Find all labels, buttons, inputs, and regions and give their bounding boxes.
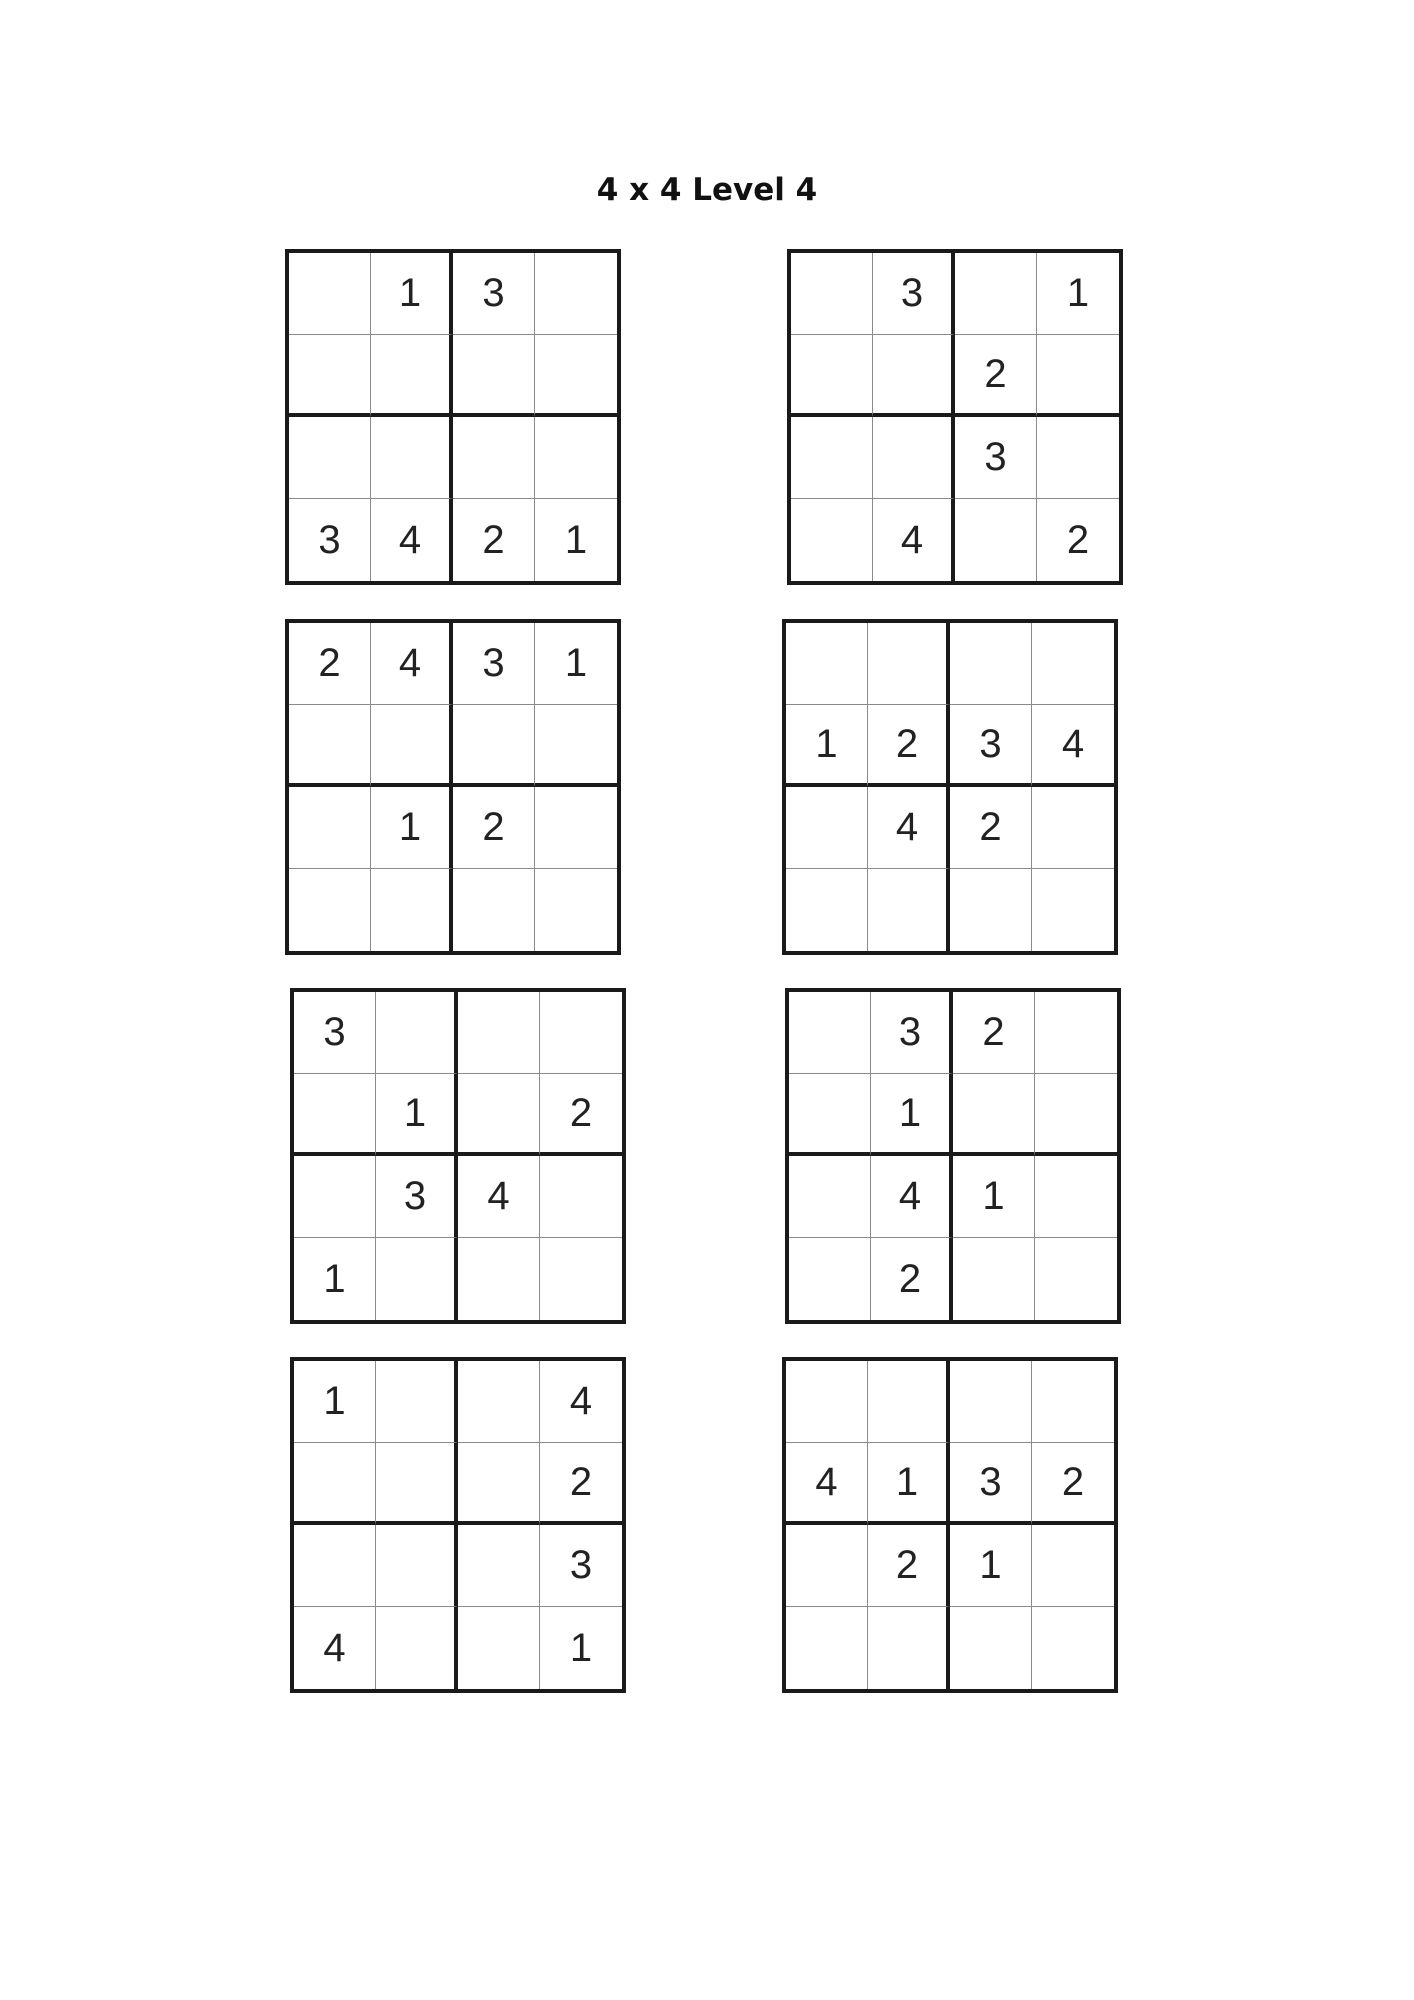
sudoku-cell[interactable]	[294, 1443, 376, 1525]
sudoku-puzzle-4	[782, 619, 1118, 955]
sudoku-puzzle-1	[285, 249, 621, 585]
sudoku-cell[interactable]: 1	[868, 1443, 950, 1525]
sudoku-cell[interactable]	[791, 499, 873, 581]
sudoku-cell[interactable]	[294, 1525, 376, 1607]
sudoku-cell[interactable]: 3	[540, 1525, 622, 1607]
sudoku-puzzle-6	[785, 988, 1121, 1324]
sudoku-cell[interactable]: 1	[535, 623, 617, 705]
sudoku-cell[interactable]	[789, 1156, 871, 1238]
sudoku-cell[interactable]	[376, 1525, 458, 1607]
sudoku-cell[interactable]	[289, 869, 371, 951]
sudoku-cell[interactable]	[294, 1156, 376, 1238]
sudoku-cell[interactable]: 2	[950, 787, 1032, 869]
sudoku-cell[interactable]	[791, 335, 873, 417]
sudoku-puzzle-3	[285, 619, 621, 955]
sudoku-cell[interactable]: 2	[868, 705, 950, 787]
sudoku-cell[interactable]	[1032, 787, 1114, 869]
sudoku-cell[interactable]	[535, 417, 617, 499]
sudoku-cell[interactable]: 3	[453, 253, 535, 335]
sudoku-cell[interactable]: 4	[786, 1443, 868, 1525]
sudoku-cell[interactable]: 2	[868, 1525, 950, 1607]
sudoku-cell[interactable]	[1037, 417, 1119, 499]
sudoku-cell[interactable]	[458, 1361, 540, 1443]
sudoku-cell[interactable]	[453, 417, 535, 499]
sudoku-cell[interactable]	[789, 1238, 871, 1320]
sudoku-cell[interactable]	[371, 335, 453, 417]
sudoku-cell[interactable]	[371, 869, 453, 951]
sudoku-cell[interactable]	[950, 1361, 1032, 1443]
sudoku-cell[interactable]	[1032, 1607, 1114, 1689]
sudoku-cell[interactable]	[953, 1238, 1035, 1320]
sudoku-cell[interactable]	[955, 499, 1037, 581]
sudoku-cell[interactable]: 4	[458, 1156, 540, 1238]
sudoku-cell[interactable]	[1035, 1156, 1117, 1238]
sudoku-cell[interactable]	[376, 1443, 458, 1525]
sudoku-cell[interactable]: 4	[371, 623, 453, 705]
sudoku-cell[interactable]	[786, 623, 868, 705]
sudoku-cell[interactable]: 2	[871, 1238, 953, 1320]
sudoku-cell[interactable]	[535, 869, 617, 951]
sudoku-cell[interactable]: 4	[868, 787, 950, 869]
sudoku-cell[interactable]	[289, 253, 371, 335]
sudoku-cell[interactable]: 2	[955, 335, 1037, 417]
sudoku-cell[interactable]	[289, 787, 371, 869]
sudoku-cell[interactable]	[1037, 335, 1119, 417]
sudoku-cell[interactable]	[791, 417, 873, 499]
sudoku-cell[interactable]	[786, 1361, 868, 1443]
sudoku-cell[interactable]	[289, 335, 371, 417]
sudoku-cell[interactable]	[289, 417, 371, 499]
sudoku-cell[interactable]	[789, 992, 871, 1074]
sudoku-cell[interactable]	[789, 1074, 871, 1156]
sudoku-cell[interactable]: 1	[953, 1156, 1035, 1238]
sudoku-cell[interactable]	[950, 869, 1032, 951]
sudoku-cell[interactable]: 3	[871, 992, 953, 1074]
sudoku-cell[interactable]: 3	[873, 253, 955, 335]
sudoku-cell[interactable]: 1	[1037, 253, 1119, 335]
sudoku-cell[interactable]	[955, 253, 1037, 335]
sudoku-puzzle-2	[787, 249, 1123, 585]
sudoku-cell[interactable]: 2	[540, 1074, 622, 1156]
sudoku-cell[interactable]: 2	[953, 992, 1035, 1074]
sudoku-cell[interactable]: 2	[453, 499, 535, 581]
sudoku-cell[interactable]	[868, 869, 950, 951]
sudoku-cell[interactable]	[453, 705, 535, 787]
sudoku-cell[interactable]	[950, 1607, 1032, 1689]
sudoku-cell[interactable]: 2	[1066, 517, 1090, 562]
sudoku-cell[interactable]	[791, 253, 873, 335]
sudoku-cell[interactable]	[786, 1607, 868, 1689]
sudoku-cell[interactable]	[458, 1074, 540, 1156]
sudoku-cell[interactable]: 1	[371, 787, 453, 869]
sudoku-cell[interactable]: 4	[871, 1156, 953, 1238]
sudoku-cell[interactable]	[371, 417, 453, 499]
page-title: 4 x 4 Level 4	[596, 172, 818, 208]
sudoku-cell[interactable]	[376, 1238, 458, 1320]
sudoku-puzzle-8	[782, 1357, 1118, 1693]
sudoku-cell[interactable]	[786, 869, 868, 951]
sudoku-cell[interactable]	[535, 787, 617, 869]
sudoku-cell[interactable]	[1032, 869, 1114, 951]
sudoku-cell[interactable]	[1035, 1074, 1117, 1156]
sudoku-cell[interactable]	[540, 1156, 622, 1238]
sudoku-cell[interactable]: 1	[871, 1074, 953, 1156]
sudoku-cell[interactable]: 3	[955, 417, 1037, 499]
sudoku-cell[interactable]	[453, 869, 535, 951]
sudoku-cell[interactable]	[458, 1607, 540, 1689]
sudoku-cell[interactable]	[540, 992, 622, 1074]
sudoku-cell[interactable]: 2	[540, 1443, 622, 1525]
sudoku-cell[interactable]	[535, 705, 617, 787]
sudoku-cell[interactable]: 1	[371, 253, 453, 335]
sudoku-cell[interactable]: 1	[294, 1238, 376, 1320]
sudoku-cell[interactable]: 4	[873, 499, 955, 581]
sudoku-cell[interactable]: 1	[569, 1625, 593, 1670]
sudoku-cell[interactable]	[458, 1443, 540, 1525]
sudoku-cell[interactable]	[376, 992, 458, 1074]
sudoku-cell[interactable]	[950, 623, 1032, 705]
sudoku-cell[interactable]: 1	[786, 705, 868, 787]
sudoku-cell[interactable]	[371, 705, 453, 787]
sudoku-cell[interactable]: 1	[564, 517, 588, 562]
sudoku-cell[interactable]: 2	[1032, 1443, 1114, 1525]
sudoku-cell[interactable]: 2	[289, 623, 371, 705]
sudoku-cell[interactable]	[868, 1607, 950, 1689]
sudoku-cell[interactable]	[873, 335, 955, 417]
sudoku-cell[interactable]	[868, 1361, 950, 1443]
sudoku-cell[interactable]	[1035, 1238, 1117, 1320]
sudoku-cell[interactable]	[376, 1607, 458, 1689]
sudoku-cell[interactable]	[953, 1074, 1035, 1156]
sudoku-cell[interactable]: 1	[950, 1525, 1032, 1607]
sudoku-cell[interactable]	[540, 1238, 622, 1320]
sudoku-cell[interactable]	[786, 1525, 868, 1607]
sudoku-cell[interactable]	[1032, 1525, 1114, 1607]
sudoku-cell[interactable]: 3	[453, 623, 535, 705]
sudoku-cell[interactable]: 3	[294, 992, 376, 1074]
sudoku-cell[interactable]	[294, 1074, 376, 1156]
sudoku-cell[interactable]	[458, 992, 540, 1074]
sudoku-cell[interactable]	[873, 417, 955, 499]
sudoku-cell[interactable]: 4	[294, 1607, 376, 1689]
sudoku-cell[interactable]	[535, 335, 617, 417]
sudoku-cell[interactable]: 1	[376, 1074, 458, 1156]
sudoku-cell[interactable]	[289, 705, 371, 787]
sudoku-cell[interactable]: 3	[376, 1156, 458, 1238]
sudoku-cell[interactable]: 1	[294, 1361, 376, 1443]
sudoku-puzzle-5	[290, 988, 626, 1324]
sudoku-cell[interactable]: 3	[289, 499, 371, 581]
sudoku-cell[interactable]: 2	[453, 787, 535, 869]
sudoku-cell[interactable]: 4	[540, 1361, 622, 1443]
sudoku-cell[interactable]	[376, 1361, 458, 1443]
sudoku-puzzle-7	[290, 1357, 626, 1693]
sudoku-cell[interactable]	[1032, 1361, 1114, 1443]
sudoku-cell[interactable]: 4	[371, 499, 453, 581]
sudoku-cell[interactable]	[458, 1525, 540, 1607]
sudoku-cell[interactable]	[1032, 623, 1114, 705]
sudoku-cell[interactable]: 4	[1032, 705, 1114, 787]
sudoku-cell[interactable]	[453, 335, 535, 417]
sudoku-cell[interactable]	[868, 623, 950, 705]
sudoku-cell[interactable]	[786, 787, 868, 869]
sudoku-cell[interactable]: 3	[950, 1443, 1032, 1525]
sudoku-cell[interactable]	[1035, 992, 1117, 1074]
sudoku-cell[interactable]	[535, 253, 617, 335]
sudoku-cell[interactable]	[458, 1238, 540, 1320]
sudoku-cell[interactable]: 3	[950, 705, 1032, 787]
